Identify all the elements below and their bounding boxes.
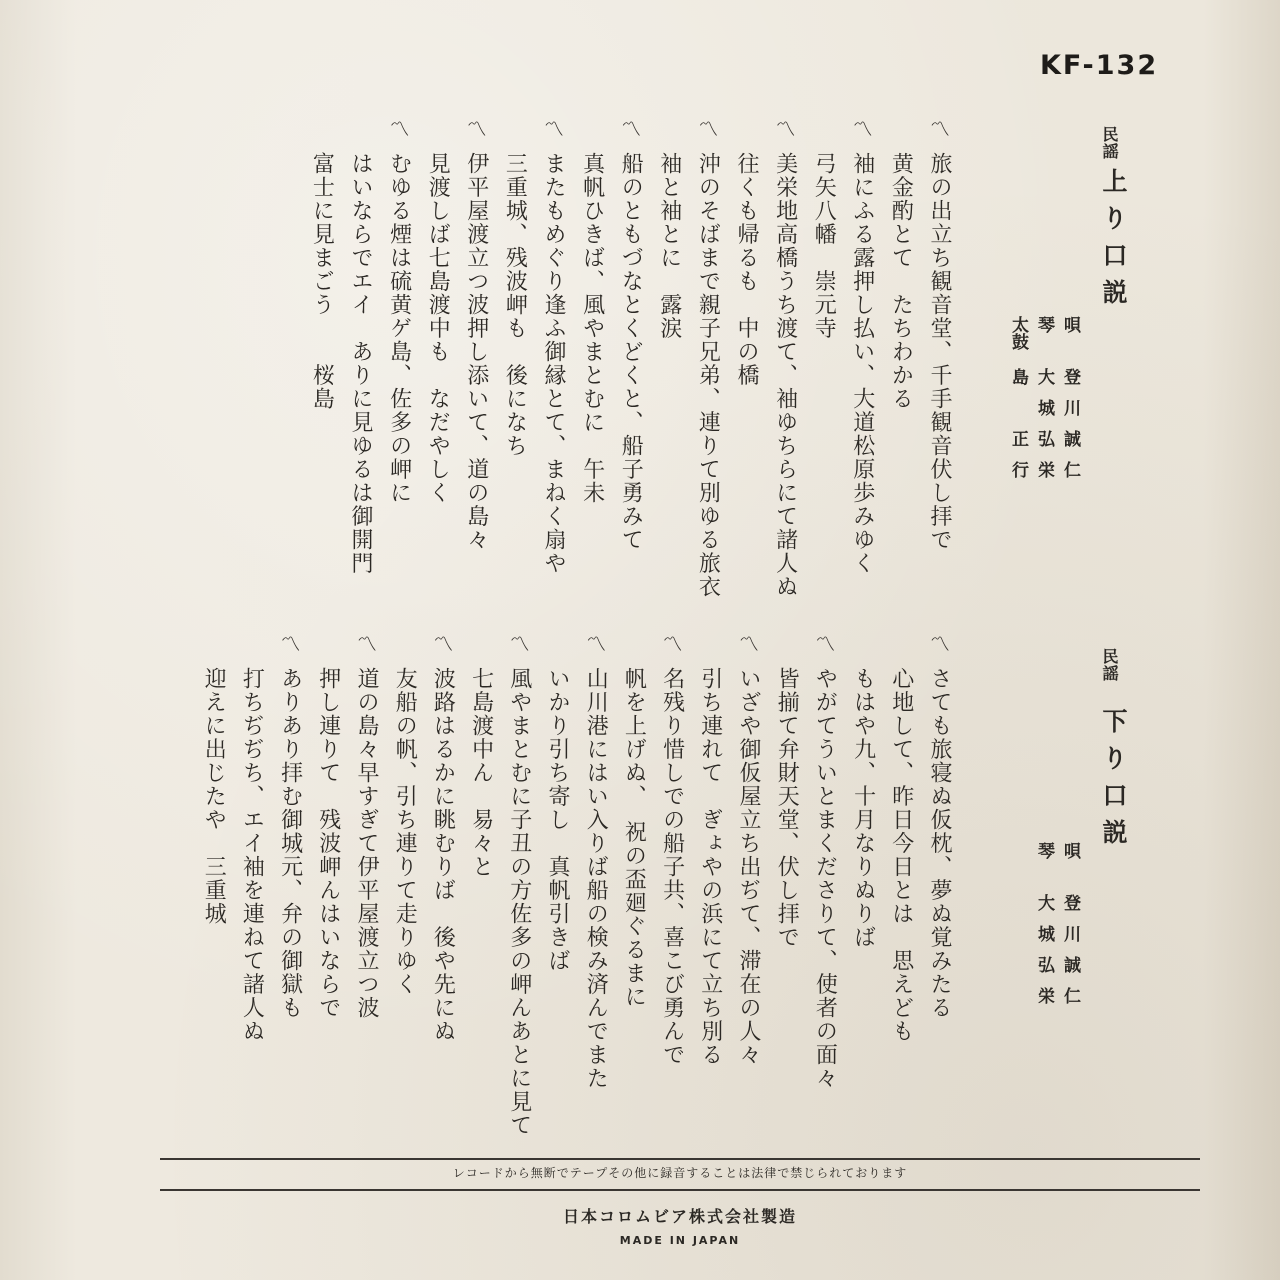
lyric-line: 名残り惜しでの船子共、喜こび勇んで bbox=[659, 667, 685, 1067]
lyric-line: ありあり拝む御城元、弁の御獄も bbox=[277, 667, 303, 1020]
divider-line bbox=[160, 1158, 1200, 1160]
lyric-line: 往くも帰るも 中の橋 bbox=[734, 152, 759, 387]
credit-name: 大城弘栄 bbox=[1034, 368, 1054, 492]
lyric-line: 友船の帆、引ち連りて走りゆく bbox=[392, 667, 418, 996]
credit-role: 唄 bbox=[1060, 842, 1080, 859]
lyric-line: 袖と袖とに 露涙 bbox=[656, 152, 682, 340]
lyric-line: むゆる煙は硫黄ゲ島、佐多の岬に bbox=[386, 152, 412, 505]
credit-name: 大城弘栄 bbox=[1034, 894, 1054, 1018]
copyright-warning: レコードから無断でテープその他に録音することは法律で禁じられております bbox=[452, 1166, 908, 1180]
credit-role: 唄 bbox=[1060, 316, 1080, 333]
verse-mark-icon: 〽 bbox=[930, 632, 950, 656]
lyric-line: 迎えに出じたや 三重城 bbox=[201, 667, 227, 926]
lyric-line: 打ちぢぢち、エイ袖を連ねて諸人ぬ bbox=[239, 667, 265, 1043]
lyric-line: やがてういとまくださりて、使者の面々 bbox=[812, 667, 838, 1090]
credit-role: 琴 bbox=[1034, 842, 1054, 859]
lyric-line: 押し連りて 残波岬んはいならで bbox=[315, 667, 341, 1020]
lyric-line: 風やまとむに子丑の方佐多の岬んあとに見て bbox=[506, 667, 532, 1137]
verse-mark-icon: 〽 bbox=[280, 632, 301, 656]
verse-mark-icon: 〽 bbox=[621, 117, 642, 141]
verse-mark-icon: 〽 bbox=[930, 117, 950, 141]
genre-label: 民謡 bbox=[1100, 648, 1119, 682]
lyric-line: 山川港にはい入りば船の検み済んでまた bbox=[583, 667, 609, 1090]
lyric-line: いざや御仮屋立ち出ぢて、滞在の人々 bbox=[736, 667, 761, 1067]
verse-mark-icon: 〽 bbox=[852, 117, 873, 141]
lyric-line: 真帆ひきば、風やまとむに 午未 bbox=[579, 152, 605, 505]
verse-mark-icon: 〽 bbox=[698, 117, 719, 141]
lyric-line: 美栄地高橋うち渡て、袖ゆちらにて諸人ぬ bbox=[772, 152, 798, 599]
lyric-line: 心地して、昨日今日とは 思えども bbox=[888, 667, 914, 1043]
lyric-line: はいならでエイ ありに見ゆるは御開門 bbox=[348, 152, 373, 575]
lyric-line: 袖にふる露押し払い、大道松原歩みゆく bbox=[849, 152, 875, 575]
lyric-line: 波路はるかに眺むりば 後や先にぬ bbox=[430, 667, 456, 1043]
verse-mark-icon: 〽 bbox=[662, 632, 683, 656]
lyric-line: 七島渡中ん 易々と bbox=[468, 667, 494, 879]
lyric-line: 弓矢八幡 崇元寺 bbox=[811, 152, 837, 340]
made-in-label: MADE IN JAPAN bbox=[619, 1234, 741, 1247]
verse-mark-icon: 〽 bbox=[433, 632, 454, 656]
lyric-line: 伊平屋渡立つ波押し添いて、道の島々 bbox=[463, 152, 489, 552]
song-title: 上り口説 bbox=[1099, 168, 1128, 316]
lyric-line: 皆揃て弁財天堂、伏し拝で bbox=[774, 667, 800, 949]
credit-role: 太鼓 bbox=[1008, 316, 1028, 350]
verse-mark-icon: 〽 bbox=[389, 117, 410, 141]
lyric-line: 道の島々早すぎて伊平屋渡立つ波 bbox=[354, 667, 379, 1020]
verse-mark-icon: 〽 bbox=[739, 632, 759, 656]
genre-label: 民謡 bbox=[1100, 126, 1119, 160]
verse-mark-icon: 〽 bbox=[815, 632, 836, 656]
lyric-line: 引ち連れて ぎょやの浜にて立ち別る bbox=[697, 667, 723, 1067]
verse-mark-icon: 〽 bbox=[466, 117, 487, 141]
credit-name: 登川誠仁 bbox=[1060, 894, 1080, 1018]
lyric-line: 帆を上げぬ、 祝の盃廻ぐるまに bbox=[621, 667, 647, 1009]
verse-mark-icon: 〽 bbox=[509, 632, 530, 656]
manufacturer: 日本コロムビア株式会社製造 bbox=[562, 1207, 797, 1226]
verse-mark-icon: 〽 bbox=[775, 117, 796, 141]
lyric-line: 三重城、残波岬も 後になち bbox=[502, 152, 528, 458]
lyric-line: 黄金酌とて たちわかる bbox=[888, 152, 914, 411]
credit-name: 登川誠仁 bbox=[1060, 368, 1080, 492]
verse-mark-icon: 〽 bbox=[586, 632, 607, 656]
divider-line bbox=[160, 1189, 1200, 1191]
credit-role: 琴 bbox=[1034, 316, 1054, 333]
lyric-line: さても旅寝ぬ仮枕、夢ぬ覚みたる bbox=[927, 667, 952, 1020]
credit-name: 島 正行 bbox=[1008, 368, 1028, 492]
lyric-line: 船のともづなとくどくと、船子勇みて bbox=[618, 152, 644, 552]
lyric-line: 旅の出立ち観音堂、千手観音伏し拝で bbox=[927, 152, 952, 552]
song-title: 下り口説 bbox=[1099, 708, 1128, 856]
lyric-line: いかり引ち寄し 真帆引きば bbox=[545, 667, 570, 973]
lyric-line: もはや九、十月なりぬりば bbox=[850, 667, 876, 949]
lyric-line: またもめぐり逢ふ御縁とて、まねく扇や bbox=[541, 152, 566, 575]
lyric-line: 沖のそばまで親子兄弟、連りて別ゆる旅衣 bbox=[695, 152, 721, 599]
lyric-line: 富士に見まごう 桜島 bbox=[309, 152, 335, 411]
verse-mark-icon: 〽 bbox=[357, 632, 377, 656]
verse-mark-icon: 〽 bbox=[544, 117, 564, 141]
lyric-line: 見渡しば七島渡中も なだやしく bbox=[425, 152, 451, 505]
catalog-number: KF-132 bbox=[1040, 50, 1159, 81]
